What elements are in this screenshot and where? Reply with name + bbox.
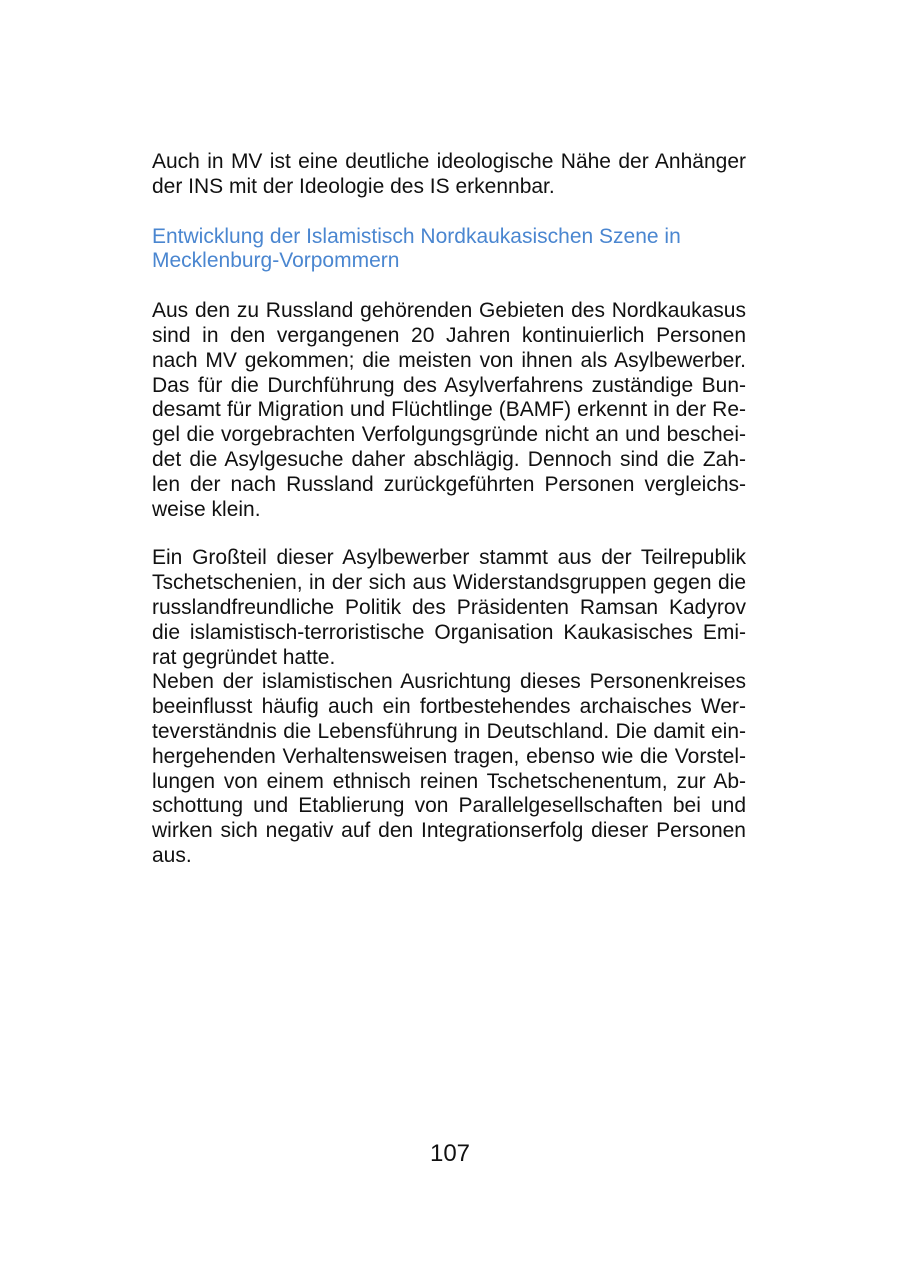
spacer (152, 200, 746, 225)
paragraph-line: nach MV gekommen; die meisten von ihnen als Asylbewerber. (152, 348, 746, 372)
paragraph-line: aus. (152, 843, 192, 867)
paragraph-line: teverständnis die Lebensführung in Deutschland. Die damit ein- (152, 719, 746, 743)
spacer (152, 522, 746, 546)
paragraph-line: Tschetschenien, in der sich aus Widerstandsgruppen gegen die (152, 571, 746, 595)
paragraph-line: Neben der islamistischen Ausrichtung dieses Personenkreises (152, 670, 746, 694)
body-paragraph-3 (152, 670, 746, 868)
page-number: 107 (429, 1140, 471, 1167)
paragraph-line: Aus den zu Russland gehörenden Gebieten des Nordkaukasus (152, 299, 746, 323)
paragraph-line: schottung und Etablierung von Parallelgesellschaften bei und (152, 794, 746, 818)
paragraph-line: sind in den vergangenen 20 Jahren kontinuierlich Personen (152, 323, 746, 347)
paragraph-line: hergehenden Verhaltensweisen tragen, ebenso wie die Vorstel- (152, 744, 746, 768)
paragraph-line: desamt für Migration und Flüchtlinge (BAMF) erkennt in der Re- (152, 398, 746, 422)
intro-line: der INS mit der Ideologie des IS erkennbar. (152, 174, 555, 198)
page-content (152, 150, 746, 869)
paragraph-line: lungen von einem ethnisch reinen Tschetschenentum, zur Ab- (152, 769, 746, 793)
section-heading (152, 225, 746, 275)
section-heading-line: Entwicklung der Islamistisch Nordkaukasischen Szene in (152, 224, 681, 248)
paragraph-line: gel die vorgebrachten Verfolgungsgründe nicht an und beschei- (152, 423, 746, 447)
paragraph-line: die islamistisch-terroristische Organisation Kaukasisches Emi- (152, 620, 746, 644)
intro-paragraph (152, 150, 746, 200)
paragraph-line: Ein Großteil dieser Asylbewerber stammt aus der Teilrepublik (152, 546, 746, 570)
paragraph-line: russlandfreundliche Politik des Präsidenten Ramsan Kadyrov (152, 595, 746, 619)
paragraph-line: Das für die Durchführung des Asylverfahrens zuständige Bun- (152, 373, 746, 397)
paragraph-line: beeinflusst häufig auch ein fortbestehendes archaisches Wer- (152, 695, 746, 719)
paragraph-line: len der nach Russland zurückgeführten Personen vergleichs- (152, 472, 746, 496)
paragraph-line: rat gegründet hatte. (152, 645, 336, 669)
body-paragraph-2 (152, 546, 746, 670)
paragraph-line: det die Asylgesuche daher abschlägig. Dennoch sind die Zah- (152, 447, 746, 471)
paragraph-line: weise klein. (152, 497, 261, 521)
paragraph-line: wirken sich negativ auf den Integrationserfolg dieser Personen (152, 819, 746, 843)
section-heading-line: Mecklenburg-Vorpommern (152, 249, 400, 273)
intro-line: Auch in MV ist eine deutliche ideologische Nähe der Anhänger (152, 150, 746, 173)
body-paragraph-1 (152, 299, 746, 522)
spacer (152, 274, 746, 299)
